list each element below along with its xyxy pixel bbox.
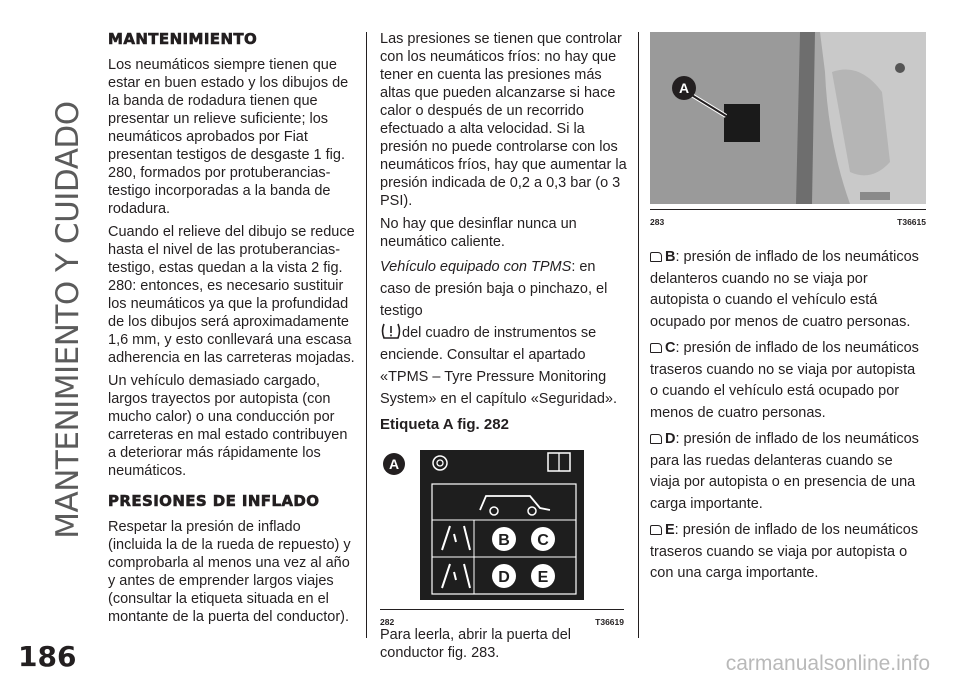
car-icon xyxy=(650,252,662,262)
legend-item-b: B: presión de inflado de los neumáticos delanteros cuando no se viaja por autopista o cuando el vehículo está ocupado por menos de cuatro personas. xyxy=(650,249,919,330)
paragraph-tpms: Vehículo equipado con TPMS: en caso de presión baja o pinchazo, el testigo del cuadro de instrumentos se enciende. Consultar el apartado «TPMS – Tyre Pressure Monitoring System» en el capítulo «Seguridad». xyxy=(380,259,617,407)
legend-item-e: E: presión de inflado de los neumáticos traseros cuando se viaja por autopista o con una carga importante. xyxy=(650,522,919,581)
figure-code: T36619 xyxy=(595,617,624,627)
svg-text:B: B xyxy=(498,532,510,549)
svg-text:D: D xyxy=(498,569,510,586)
svg-text:C: C xyxy=(537,532,549,549)
figure-282 xyxy=(380,444,624,627)
legend-item-c: C: presión de inflado de los neumáticos traseros cuando no se viaja por autopista o cuando el vehículo está ocupado por menos de cuatro personas. xyxy=(650,340,919,421)
paragraph: Para leerla, abrir la puerta del conductor fig. 283. xyxy=(380,627,572,661)
column-divider xyxy=(366,32,367,638)
heading-presiones: PRESIONES DE INFLADO xyxy=(108,492,320,510)
figure-rule xyxy=(650,209,926,210)
subheading-etiqueta: Etiqueta A fig. 282 xyxy=(380,416,509,433)
svg-text:A: A xyxy=(678,80,690,96)
figure-caption xyxy=(380,613,624,631)
figure-number: 283 xyxy=(650,217,665,227)
paragraph: No hay que desinflar nunca un neumático caliente. xyxy=(380,216,577,250)
tyre-label-illustration xyxy=(380,444,624,604)
figure-caption xyxy=(650,213,926,231)
pressure-legend-list xyxy=(650,247,926,585)
svg-text:A: A xyxy=(388,456,400,472)
column-divider xyxy=(638,32,639,638)
paragraph: Las presiones se tienen que controlar con los neumáticos fríos: no hay que tener en cuenta las presiones más altas que pueden alcanzarse si hace calor o después de un recorrido efectuado a alta velocidad. Si la presión no puede controlarse con los neumáticos fríos, hay que aumentar la presión indicada de 0,2 a 0,3 bar (o 3 PSI). xyxy=(380,31,627,209)
tpms-italic: Vehículo equipado con TPMS xyxy=(380,259,572,275)
car-icon xyxy=(650,343,662,353)
section-title-text: MANTENIMIENTO Y CUIDADO xyxy=(50,101,86,539)
legend-item-d: D: presión de inflado de los neumáticos para las ruedas delanteras cuando se viaja por autopista o en presencia de una carga importante. xyxy=(650,431,919,512)
car-icon xyxy=(650,434,662,444)
section-side-title xyxy=(48,101,88,539)
door-pillar-photo xyxy=(650,32,926,204)
figure-283 xyxy=(650,32,926,231)
figure-number: 282 xyxy=(380,617,395,627)
column-1 xyxy=(108,30,358,631)
car-icon xyxy=(650,525,662,535)
figure-rule xyxy=(380,609,624,610)
column-2 xyxy=(380,30,630,667)
paragraph: Respetar la presión de inflado (incluida la de la rueda de repuesto) y comprobarla al menos una vez al año y antes de emprender largos viajes (consultar la etiqueta situada en el montante de la puerta del conductor). xyxy=(108,519,351,625)
paragraph: Un vehículo demasiado cargado, largos trayectos por autopista (con mucho calor) o una conducción por carreteras en mal estado contribuyen a deteriorar más rápidamente los neumáticos. xyxy=(108,373,348,479)
paragraph: Los neumáticos siempre tienen que estar en buen estado y los dibujos de la banda de rodadura tienen que presentar un relieve suficiente; los neumáticos aprobados por Fiat presentan testigos de desgaste 1 fig. 280, formados por protuberancias-testigo incorporadas a la banda de rodadura. xyxy=(108,57,349,217)
heading-mantenimiento: MANTENIMIENTO xyxy=(108,30,258,48)
svg-text:E: E xyxy=(537,569,549,586)
tyre-pressure-warning-icon xyxy=(380,322,402,340)
watermark: carmanualsonline.info xyxy=(725,652,930,675)
figure-code: T36615 xyxy=(897,217,926,227)
column-3 xyxy=(650,32,926,590)
paragraph: Cuando el relieve del dibujo se reduce hasta el nivel de las protuberancias-testigo, estas quedan a la vista 2 fig. 280: entonces, es necesario sustituir los neumáticos ya que la profundidad de los dibujos será aproximadamente 1,6 mm, y esto conllevará una escasa adherencia en las carreteras mojadas. xyxy=(108,224,355,366)
page-number: 186 xyxy=(18,640,77,673)
